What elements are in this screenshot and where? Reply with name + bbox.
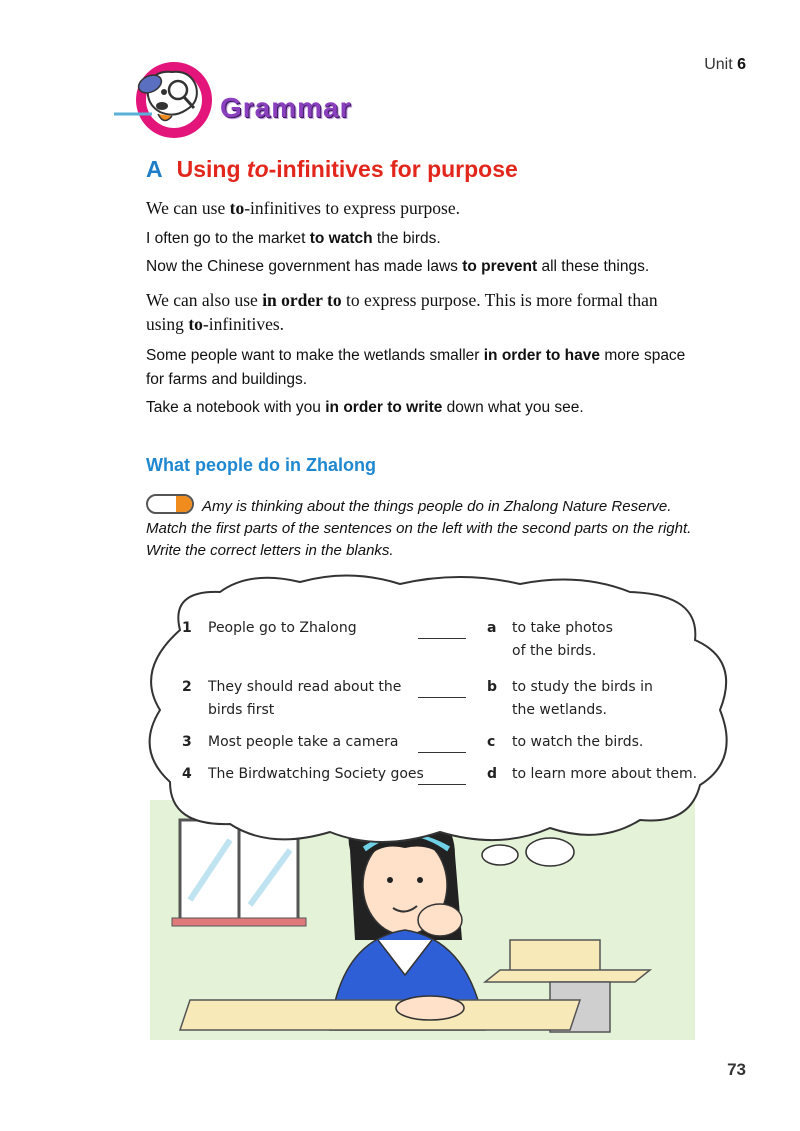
item-2-left-line2: birds first: [208, 702, 275, 718]
section-a-title: A Using to-infinitives for purpose: [146, 156, 518, 182]
rule-paragraph-2-line2: using to-infinitives.: [146, 314, 285, 334]
activity-title: What people do in Zhalong: [146, 455, 376, 475]
option-a-letter: a: [487, 620, 497, 636]
item-2-left-line1: They should read about the: [208, 679, 402, 695]
item-1-number: 1: [182, 620, 192, 636]
item-2-number: 2: [182, 679, 192, 695]
audio-play-icon[interactable]: [146, 494, 194, 514]
answer-blank-2[interactable]: [418, 683, 466, 698]
item-3-left: Most people take a camera: [208, 734, 399, 750]
example-2: Now the Chinese government has made laws to prevent all these things.: [146, 258, 650, 275]
unit-label: Unit 6: [704, 56, 746, 73]
answer-blank-1[interactable]: [418, 624, 466, 639]
example-3-line2: for farms and buildings.: [146, 371, 308, 388]
section-title: Grammar: [220, 92, 352, 123]
item-4-left: The Birdwatching Society goes: [208, 766, 424, 782]
option-d-line1: to learn more about them.: [512, 766, 698, 782]
page-number: 73: [727, 1060, 746, 1079]
thought-bubble: [140, 570, 740, 870]
option-b-line1: to study the birds in: [512, 679, 653, 695]
item-3-number: 3: [182, 734, 192, 750]
answer-blank-3[interactable]: [418, 738, 466, 753]
option-d-letter: d: [487, 766, 498, 782]
grammar-dog-logo-icon: [112, 56, 222, 141]
option-a-line2: of the birds.: [512, 643, 597, 659]
example-3: Some people want to make the wetlands smaller in order to have more space: [146, 347, 686, 364]
option-b-line2: the wetlands.: [512, 702, 607, 718]
option-b-letter: b: [487, 679, 498, 695]
example-4: Take a notebook with you in order to write down what you see.: [146, 399, 584, 416]
item-4-number: 4: [182, 766, 192, 782]
option-c-line1: to watch the birds.: [512, 734, 644, 750]
activity-instructions: Amy is thinking about the things people do in Zhalong Nature Reserve. Match the first parts of the sentences on the left with the second parts on the right. Write the correct letters in the blanks.: [146, 494, 746, 562]
option-a-line1: to take photos: [512, 620, 613, 636]
unit-number: 6: [737, 56, 746, 73]
rule-paragraph-1: We can use to-infinitives to express purpose.: [146, 198, 460, 218]
item-1-left: People go to Zhalong: [208, 620, 357, 636]
rule-paragraph-2: We can also use in order to to express purpose. This is more formal than: [146, 290, 658, 310]
option-c-letter: c: [487, 734, 496, 750]
answer-blank-4[interactable]: [418, 770, 466, 785]
example-1: I often go to the market to watch the birds.: [146, 230, 441, 247]
